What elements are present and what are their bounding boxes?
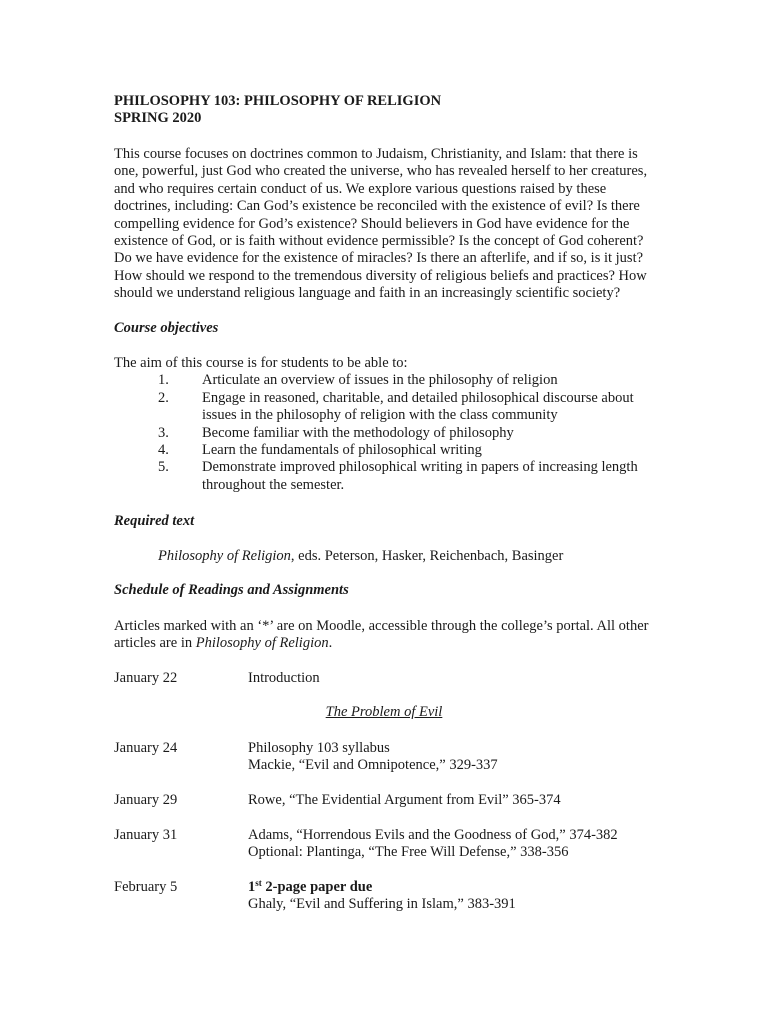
assignment-label: 2-page paper due: [261, 879, 373, 895]
objectives-lead: The aim of this course is for students to be able to:: [114, 355, 408, 371]
objective-text: Articulate an overview of issues in the philosophy of religion: [202, 372, 558, 389]
course-description: This course focuses on doctrines common to Judaism, Christianity, and Islam: that there is one, powerful, just God who created the universe, who has revealed herself to her creatures, and who requires certain conduct of us. We explore various questions raised by these doctrines, including: Can God’s existence be reconciled with the existence of evil? Is there compelling evidence for God’s existence? Should believers in God have evidence for the existence of God, or is faith without evidence permissible? Is the concept of God coherent? Do we have evidence for the existence of miracles? Is there an afterlife, and if so, is it just? How should we respond to the tremendous diversity of religious beliefs and practices? How should we understand religious language and faith in an increasingly scientific society?: [114, 146, 648, 302]
unit-title-text: The Problem of Evil: [325, 704, 443, 720]
objective-item: [114, 459, 674, 494]
objective-text: Learn the fundamentals of philosophical writing: [202, 442, 482, 459]
assignment-number: 1: [248, 879, 256, 895]
assignment-ordinal: st: [255, 878, 262, 888]
schedule-date: January 29: [114, 792, 178, 808]
schedule-reading: Rowe, “The Evidential Argument from Evil” 365-374: [248, 792, 561, 808]
objective-item: [114, 442, 674, 459]
objective-text: Engage in reasoned, charitable, and detailed philosophical discourse about issues in the philosophy of religion with the class community: [202, 389, 634, 424]
unit-title: [0, 704, 768, 721]
schedule-note-main: Articles marked with an ‘*’ are on Moodle, accessible through the college’s portal. All other articles are in: [114, 618, 649, 652]
schedule-date: January 31: [114, 827, 178, 843]
schedule-note-book: Philosophy of Religion: [195, 635, 329, 652]
objective-number: 1.: [158, 372, 169, 389]
objective-number: 2.: [158, 389, 169, 406]
course-term: SPRING 2020: [114, 110, 202, 127]
objective-text: Become familiar with the methodology of philosophy: [202, 424, 514, 441]
objectives-list: [114, 372, 674, 494]
schedule-items: [248, 827, 668, 862]
schedule-date: January 24: [114, 740, 178, 756]
schedule-note: [114, 618, 654, 653]
schedule-heading: Schedule of Readings and Assignments: [114, 582, 349, 598]
schedule-reading: Philosophy 103 syllabus: [248, 740, 390, 756]
schedule-reading: Introduction: [248, 670, 320, 686]
objective-number: 3.: [158, 424, 169, 441]
objective-number: 4.: [158, 442, 169, 459]
course-title: PHILOSOPHY 103: PHILOSOPHY OF RELIGION: [114, 93, 442, 109]
required-book-title: Philosophy of Religion: [158, 548, 291, 564]
schedule-reading: Mackie, “Evil and Omnipotence,” 329-337: [248, 757, 498, 774]
schedule-items: [248, 670, 668, 687]
schedule-items: [248, 879, 668, 914]
schedule-items: [248, 740, 668, 775]
objectives-heading: Course objectives: [114, 320, 219, 336]
schedule-reading: Adams, “Horrendous Evils and the Goodness of God,” 374-382: [248, 827, 618, 843]
required-text-entry: [158, 548, 563, 565]
objectives-section: [114, 355, 674, 494]
objective-item: [114, 425, 674, 442]
required-text-heading: Required text: [114, 513, 195, 529]
assignment-due: [248, 879, 668, 896]
course-title-block: [114, 93, 654, 128]
schedule-date: January 22: [114, 670, 178, 686]
schedule-reading: Optional: Plantinga, “The Free Will Defense,” 338-356: [248, 844, 569, 861]
schedule-note-end: .: [328, 635, 333, 652]
schedule-reading: Ghaly, “Evil and Suffering in Islam,” 383-391: [248, 896, 516, 913]
schedule-items: [248, 792, 668, 809]
schedule-date: February 5: [114, 879, 178, 895]
required-book-editors: , eds. Peterson, Hasker, Reichenbach, Basinger: [290, 548, 564, 564]
objective-item: [114, 390, 674, 425]
objective-number: 5.: [158, 459, 169, 476]
objective-text: Demonstrate improved philosophical writing in papers of increasing length throughout the semester.: [202, 459, 638, 493]
objective-item: [114, 372, 674, 389]
